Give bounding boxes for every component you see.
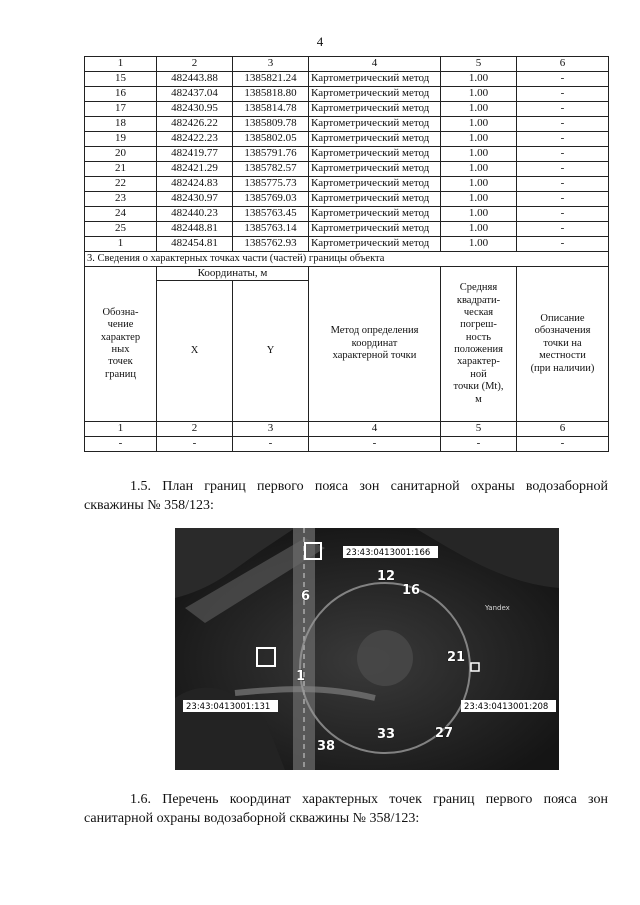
x-coordinate-cell: 482430.95: [157, 102, 233, 117]
coordinates-table: [84, 56, 609, 452]
coordinate-row: [85, 87, 609, 102]
coordinate-row: [85, 177, 609, 192]
coordinate-row: [85, 117, 609, 132]
accuracy-cell: 1.00: [441, 162, 517, 177]
column-number-4: 4: [309, 57, 441, 72]
y-coordinate-cell: 1385821.24: [233, 72, 309, 87]
x-coordinate-cell: 482419.77: [157, 147, 233, 162]
coordinate-row: [85, 207, 609, 222]
paragraph-1-6: 1.6. Перечень координат характерных точек границ первого пояса зон санитарной охраны водозаборной скважины № 358/123:: [84, 792, 608, 826]
description-cell: -: [517, 72, 609, 87]
point-cell: 24: [85, 207, 157, 222]
accuracy-cell: 1.00: [441, 87, 517, 102]
section3-empty-cell: -: [233, 437, 309, 452]
method-cell: Картометрический метод: [309, 237, 441, 252]
y-coordinate-cell: 1385762.93: [233, 237, 309, 252]
y-coordinate-cell: 1385802.05: [233, 132, 309, 147]
map-image: [175, 528, 559, 770]
y-coordinate-cell: 1385818.80: [233, 87, 309, 102]
point-label: 1: [296, 669, 306, 684]
description-cell: -: [517, 132, 609, 147]
point-cell: 15: [85, 72, 157, 87]
point-cell: 23: [85, 192, 157, 207]
section3-number-cell: 1: [85, 422, 157, 437]
column-number-1: 1: [85, 57, 157, 72]
y-coordinate-cell: 1385769.03: [233, 192, 309, 207]
description-cell: -: [517, 162, 609, 177]
point-label: 27: [435, 726, 454, 741]
point-cell: 25: [85, 222, 157, 237]
map-structure: [357, 630, 413, 686]
section3-empty-row: [85, 437, 609, 452]
x-coordinate-cell: 482421.29: [157, 162, 233, 177]
method-cell: Картометрический метод: [309, 102, 441, 117]
accuracy-cell: 1.00: [441, 192, 517, 207]
point-label: 6: [301, 589, 311, 604]
column-number-2: 2: [157, 57, 233, 72]
boundary-plan-map: [175, 528, 559, 770]
x-coordinate-cell: 482430.97: [157, 192, 233, 207]
accuracy-cell: 1.00: [441, 132, 517, 147]
coordinate-row: [85, 102, 609, 117]
accuracy-cell: 1.00: [441, 177, 517, 192]
method-cell: Картометрический метод: [309, 72, 441, 87]
coordinate-row: [85, 72, 609, 87]
y-coordinate-cell: 1385791.76: [233, 147, 309, 162]
point-label: 16: [402, 583, 421, 598]
description-cell: -: [517, 87, 609, 102]
section3-header-row-1: [85, 267, 609, 281]
y-coordinate-cell: 1385814.78: [233, 102, 309, 117]
method-cell: Картометрический метод: [309, 87, 441, 102]
section3-number-cell: 3: [233, 422, 309, 437]
cadastral-label: 23:43:0413001:166: [346, 548, 431, 558]
section3-number-cell: 2: [157, 422, 233, 437]
point-label: 38: [317, 739, 336, 754]
method-cell: Картометрический метод: [309, 117, 441, 132]
accuracy-cell: 1.00: [441, 207, 517, 222]
x-coordinate-cell: 482424.83: [157, 177, 233, 192]
column-number-6: 6: [517, 57, 609, 72]
description-cell: -: [517, 117, 609, 132]
section3-method-header: Метод определения координат характерной точки: [309, 267, 441, 422]
section3-empty-cell: -: [85, 437, 157, 452]
section3-title-row: [85, 252, 609, 267]
accuracy-cell: 1.00: [441, 117, 517, 132]
point-cell: 21: [85, 162, 157, 177]
description-cell: -: [517, 102, 609, 117]
map-watermark: Yandex: [485, 604, 510, 612]
table-header-row: [85, 57, 609, 72]
accuracy-cell: 1.00: [441, 72, 517, 87]
x-coordinate-cell: 482422.23: [157, 132, 233, 147]
x-coordinate-cell: 482440.23: [157, 207, 233, 222]
method-cell: Картометрический метод: [309, 162, 441, 177]
accuracy-cell: 1.00: [441, 237, 517, 252]
section3-empty-cell: -: [309, 437, 441, 452]
description-cell: -: [517, 237, 609, 252]
point-cell: 22: [85, 177, 157, 192]
coordinate-row: [85, 237, 609, 252]
section3-number-cell: 4: [309, 422, 441, 437]
point-cell: 18: [85, 117, 157, 132]
point-cell: 19: [85, 132, 157, 147]
y-coordinate-cell: 1385763.14: [233, 222, 309, 237]
cadastral-label: 23:43:0413001:131: [186, 702, 271, 712]
point-label: 21: [447, 650, 466, 665]
section3-title: 3. Сведения о характерных точках части (частей) границы объекта: [85, 252, 609, 267]
section3-x-header: X: [157, 281, 233, 422]
section3-number-cell: 5: [441, 422, 517, 437]
coordinate-row: [85, 192, 609, 207]
section3-number-cell: 6: [517, 422, 609, 437]
x-coordinate-cell: 482443.88: [157, 72, 233, 87]
y-coordinate-cell: 1385782.57: [233, 162, 309, 177]
section3-number-row: [85, 422, 609, 437]
point-label: 33: [377, 727, 396, 742]
method-cell: Картометрический метод: [309, 177, 441, 192]
description-cell: -: [517, 207, 609, 222]
accuracy-cell: 1.00: [441, 102, 517, 117]
section3-empty-cell: -: [441, 437, 517, 452]
section3-empty-cell: -: [157, 437, 233, 452]
accuracy-cell: 1.00: [441, 222, 517, 237]
section3-description-header: Описание обозначения точки на местности (при наличии): [517, 267, 609, 422]
column-number-5: 5: [441, 57, 517, 72]
x-coordinate-cell: 482437.04: [157, 87, 233, 102]
x-coordinate-cell: 482454.81: [157, 237, 233, 252]
coordinate-row: [85, 162, 609, 177]
point-cell: 17: [85, 102, 157, 117]
method-cell: Картометрический метод: [309, 132, 441, 147]
x-coordinate-cell: 482448.81: [157, 222, 233, 237]
coordinate-row: [85, 147, 609, 162]
accuracy-cell: 1.00: [441, 147, 517, 162]
description-cell: -: [517, 192, 609, 207]
method-cell: Картометрический метод: [309, 147, 441, 162]
page-number: 4: [316, 34, 324, 49]
method-cell: Картометрический метод: [309, 222, 441, 237]
y-coordinate-cell: 1385775.73: [233, 177, 309, 192]
description-cell: -: [517, 222, 609, 237]
point-cell: 16: [85, 87, 157, 102]
method-cell: Картометрический метод: [309, 207, 441, 222]
cadastral-label: 23:43:0413001:208: [464, 702, 549, 712]
column-number-3: 3: [233, 57, 309, 72]
section3-coords-header: Координаты, м: [157, 267, 309, 281]
coordinate-row: [85, 222, 609, 237]
coordinate-row: [85, 132, 609, 147]
section3-point-header: Обозна- чение характер ных точек границ: [85, 267, 157, 422]
section3-accuracy-header: Средняя квадрати- ческая погреш- ность положения характер- ной точки (Mt), м: [441, 267, 517, 422]
point-cell: 1: [85, 237, 157, 252]
y-coordinate-cell: 1385763.45: [233, 207, 309, 222]
section3-empty-cell: -: [517, 437, 609, 452]
method-cell: Картометрический метод: [309, 192, 441, 207]
description-cell: -: [517, 177, 609, 192]
section3-y-header: Y: [233, 281, 309, 422]
paragraph-1-5: 1.5. План границ первого пояса зон санитарной охраны водозаборной скважины № 358/123:: [84, 479, 608, 513]
description-cell: -: [517, 147, 609, 162]
point-cell: 20: [85, 147, 157, 162]
y-coordinate-cell: 1385809.78: [233, 117, 309, 132]
x-coordinate-cell: 482426.22: [157, 117, 233, 132]
point-label: 12: [377, 569, 396, 584]
